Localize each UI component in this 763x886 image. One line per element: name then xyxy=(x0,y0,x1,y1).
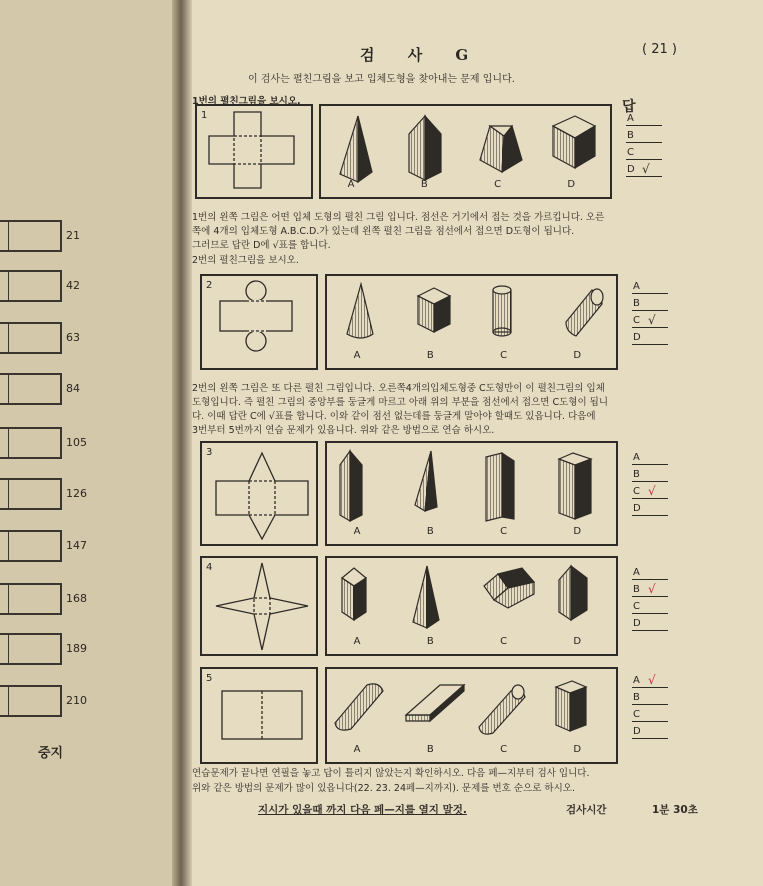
check-mark-icon: √ xyxy=(648,673,656,687)
answer-number: 21 xyxy=(66,229,80,242)
problem-number: 1 xyxy=(201,110,208,121)
check-mark-icon: √ xyxy=(648,484,656,498)
answer-option-d[interactable] xyxy=(626,157,662,177)
answer-box xyxy=(0,322,62,354)
answer-option-d[interactable] xyxy=(632,719,668,739)
time-value: 1분 30초 xyxy=(652,804,698,816)
footer-line-2: 위와 같은 방법의 문제가 많이 있읍니다(22. 23. 24페—지까지). 문제를 번호 순으로 하시오. xyxy=(192,783,575,794)
answer-box xyxy=(0,530,62,562)
solid-option-d xyxy=(545,112,605,190)
solid-option-a xyxy=(337,282,387,346)
option-label: D xyxy=(573,636,582,647)
answer-number: 168 xyxy=(66,592,87,605)
option-label: B xyxy=(426,636,434,647)
option-label: B xyxy=(426,350,434,361)
answer-box xyxy=(0,427,62,459)
option-label: B xyxy=(426,526,434,537)
problem-number: 5 xyxy=(206,673,213,684)
subtitle: 이 검사는 펼친그림을 보고 입체도형을 찾아내는 문제 입니다. xyxy=(248,74,515,85)
solid-option-d xyxy=(556,282,606,346)
net-drawing xyxy=(204,669,314,762)
net-drawing xyxy=(199,106,309,197)
option-label: C xyxy=(500,744,508,755)
answer-option-label: B xyxy=(633,584,640,595)
answer-box xyxy=(0,373,62,405)
answer-option-label: A xyxy=(633,567,640,578)
page-title: 검 사 G xyxy=(360,46,483,64)
solid-option-d xyxy=(546,675,616,741)
problem-number: 4 xyxy=(206,562,213,573)
q1-intro: 1번의 펼친그림을 보시오. xyxy=(192,96,301,107)
option-label: C xyxy=(494,179,502,190)
answer-option-label: A xyxy=(633,452,640,463)
solid-option-c xyxy=(473,675,543,741)
solid-option-b xyxy=(405,449,465,527)
option-label: D xyxy=(573,744,582,755)
footer-line-1: 연습문제가 끝나면 연필을 놓고 답이 틀리지 않았는지 확인하시오. 다음 페—지부터 검사 입니다. xyxy=(192,768,590,779)
stop-label: 중지 xyxy=(38,746,64,761)
option-label: B xyxy=(426,744,434,755)
answer-option-label: A xyxy=(627,113,634,124)
option-label: C xyxy=(500,636,508,647)
answer-number: 63 xyxy=(66,331,80,344)
solid-option-a xyxy=(327,675,397,741)
net-drawing xyxy=(204,558,314,654)
option-label: A xyxy=(347,179,355,190)
solid-option-b xyxy=(410,282,460,346)
answer-option-label: C xyxy=(627,147,634,158)
answer-option-d[interactable] xyxy=(632,611,668,631)
book-gutter xyxy=(172,0,192,886)
answer-option-label: B xyxy=(627,130,634,141)
solid-option-c xyxy=(472,112,532,190)
answer-number: 189 xyxy=(66,642,87,655)
q1-text-3: 그러므로 답란 D에 √표를 합니다. xyxy=(192,240,331,251)
option-label: C xyxy=(500,350,508,361)
q1-text-2: 쪽에 4개의 입체도형 A.B.C.D.가 있는데 왼쪽 펼친 그림을 점선에서 접으면 D도형이 됩니다. xyxy=(192,226,575,237)
option-label: A xyxy=(353,636,361,647)
answer-option-label: D xyxy=(633,503,641,514)
option-label: D xyxy=(567,179,576,190)
problem-number: 2 xyxy=(206,280,213,291)
check-mark-icon: √ xyxy=(648,582,656,596)
answer-box xyxy=(0,633,62,665)
solid-option-d xyxy=(551,564,611,630)
answer-option-label: B xyxy=(633,692,640,703)
solid-option-c xyxy=(483,282,533,346)
answer-option-label: D xyxy=(633,332,641,343)
answer-box xyxy=(0,220,62,252)
answer-option-label: D xyxy=(633,726,641,737)
solid-option-a xyxy=(332,564,392,630)
solid-option-d xyxy=(551,449,611,527)
answer-number: 105 xyxy=(66,436,87,449)
option-label: D xyxy=(573,350,582,361)
answer-option-label: D xyxy=(627,164,635,175)
page-number: ( 21 ) xyxy=(642,42,677,57)
q2-intro: 2번의 펼친그림을 보시오. xyxy=(192,255,299,266)
answer-number: 84 xyxy=(66,382,80,395)
option-label: B xyxy=(420,179,428,190)
answer-heading: 답 xyxy=(622,99,636,115)
q2-text-4: 3번부터 5번까지 연습 문제가 있읍니다. 위와 같은 방법으로 연습 하시오. xyxy=(192,425,495,436)
answer-number: 126 xyxy=(66,487,87,500)
solid-option-b xyxy=(400,675,470,741)
answer-option-label: C xyxy=(633,315,640,326)
answer-option-label: C xyxy=(633,486,640,497)
solid-option-c xyxy=(478,449,538,527)
check-mark-icon: √ xyxy=(642,162,650,176)
answer-box xyxy=(0,478,62,510)
net-drawing xyxy=(204,443,314,544)
answer-option-label: A xyxy=(633,675,640,686)
net-drawing xyxy=(204,276,314,368)
solid-option-a xyxy=(326,112,386,190)
q2-text-1: 2번의 왼쪽 그림은 또 다른 펼친 그림입니다. 오른쪽4개의입체도형중 C도형만이 이 펼친그림의 입체 xyxy=(192,383,605,394)
check-mark-icon: √ xyxy=(648,313,656,327)
answer-number: 210 xyxy=(66,694,87,707)
answer-option-label: A xyxy=(633,281,640,292)
option-label: A xyxy=(353,526,361,537)
answer-option-label: D xyxy=(633,618,641,629)
answer-number: 147 xyxy=(66,539,87,552)
answer-option-label: C xyxy=(633,709,640,720)
answer-option-label: B xyxy=(633,298,640,309)
answer-option-label: B xyxy=(633,469,640,480)
answer-option-d[interactable] xyxy=(632,325,668,345)
answer-number: 42 xyxy=(66,279,80,292)
problem-number: 3 xyxy=(206,447,213,458)
option-label: A xyxy=(353,350,361,361)
q1-text-1: 1번의 왼쪽 그림은 어떤 입체 도형의 펼친 그림 입니다. 점선은 거기에서 접는 것을 가르킵니다. 오른 xyxy=(192,212,605,223)
warning-text: 지시가 있을때 까지 다음 페—지를 열지 말것. xyxy=(258,804,467,816)
q2-text-2: 도형입니다. 즉 펼친 그림의 중앙부를 둥글게 마르고 아래 위의 부분을 점선에서 접으면 C도형이 됩니 xyxy=(192,397,608,408)
answer-box xyxy=(0,685,62,717)
answer-box xyxy=(0,583,62,615)
option-label: A xyxy=(353,744,361,755)
q2-text-3: 다. 이때 답란 C에 √표를 합니다. 이와 같이 점선 없는데를 둥글게 말아야 할때도 있읍니다. 다음에 xyxy=(192,411,596,422)
solid-option-b xyxy=(405,564,465,630)
time-label: 검사시간 xyxy=(566,804,607,816)
answer-option-label: C xyxy=(633,601,640,612)
option-label: C xyxy=(500,526,508,537)
answer-box xyxy=(0,270,62,302)
solid-option-b xyxy=(399,112,459,190)
answer-option-d[interactable] xyxy=(632,496,668,516)
option-label: D xyxy=(573,526,582,537)
solid-option-a xyxy=(332,449,392,527)
solid-option-c xyxy=(478,564,538,630)
